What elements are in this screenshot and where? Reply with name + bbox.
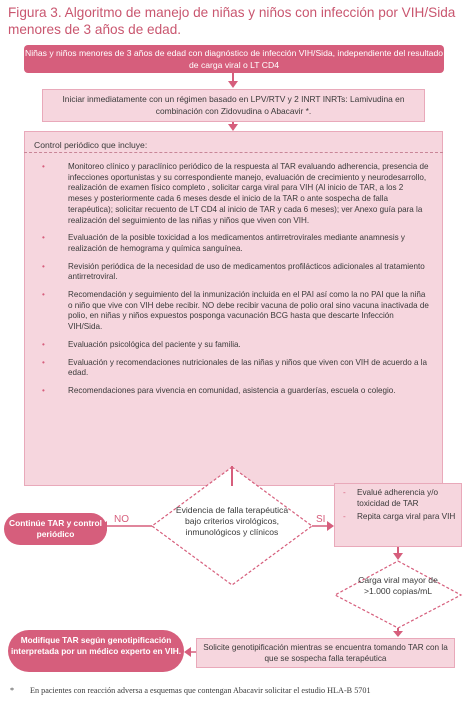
adherence-item: - Evalué adherencia y/o toxicidad de TAR — [343, 488, 439, 508]
bullet-icon: • — [42, 162, 45, 171]
bullet-icon: • — [42, 385, 45, 395]
arrow-head-right-down — [393, 553, 403, 560]
decision-failure-text: Evidencia de falla terapéutica bajo criterios virológicos, inmunológicos y clínicos — [175, 505, 289, 537]
footnote — [10, 685, 460, 696]
footnote-text: En pacientes con reacción adversa a esquemas que contengan Abacavir solicitar el estudio HLA-B 5701 — [30, 686, 371, 695]
label-no: NO — [114, 514, 129, 525]
label-si: SI — [316, 514, 326, 525]
initiate-treatment-box: Iniciar inmediatamente con un régimen basado en LPV/RTV y 2 INRT INRTs: Lamivudina en combinación con Zidovudina o Abacavir *. — [42, 89, 425, 122]
footnote-marker: * — [10, 686, 15, 695]
arrow-head-viral-down — [393, 631, 403, 637]
continue-tar-box: Continúe TAR y control periódico — [4, 513, 107, 545]
bullet-icon: • — [42, 339, 45, 349]
control-item: • Evaluación de la posible toxicidad a los medicamentos antirretrovirales mediante anamnesis y realización de hemograma y química sanguínea. — [42, 233, 405, 253]
adherence-item: - Repita carga viral para VIH — [343, 512, 456, 521]
dash-icon: - — [343, 488, 346, 497]
adherence-box — [334, 483, 462, 547]
control-item: • Recomendaciones para vivencia en comunidad, asistencia a guarderías, escuela o colegio. — [42, 385, 396, 395]
dash-icon: - — [343, 512, 346, 521]
modify-tar-box: Modifique TAR según genotipificación interpretada por un médico experto en VIH. — [8, 630, 184, 672]
control-item: • Revisión periódica de la necesidad de uso de medicamentos profilácticos adicionales al tratamiento antirretroviral. — [42, 261, 425, 282]
arrow-head-si — [327, 521, 334, 531]
figure-title: Figura 3. Algoritmo de manejo de niñas y niños con infección por VIH/Sida menores de 3 años de edad. — [8, 5, 456, 37]
arrow-head-geno-left — [184, 647, 191, 657]
start-box: Niñas y niños menores de 3 años de edad con diagnóstico de infección VIH/Sida, independiente del resultado de carga viral o LT CD4 — [24, 45, 444, 73]
bullet-icon: • — [42, 290, 45, 300]
bullet-icon: • — [42, 357, 45, 367]
genotyping-box: Solicite genotipificación mientras se encuentra tomando TAR con la que se sospecha falla terapéutica — [196, 638, 455, 668]
bullet-icon: • — [42, 233, 45, 243]
control-item: • Monitoreo clínico y paraclínico periódico de la respuesta al TAR evaluando adherencia, presencia de infecciones oportunistas y su correspondiente manejo, evaluación de crecimiento y neurodesarrollo, realización de examen físico completo , solicitar carga viral para VIH (Al inicio de TAR, a los 2 meses y posteriormente cada 6 meses desde el inicio de la TAR o ante sospecha de falla terapéutica); solicitar recuento de LT CD4 al inicio de TAR y cada 6 meses); ver Anexo guía para la realización del seguimiento de las niñas y niños que viven con VIH. — [42, 162, 429, 225]
control-item: • Evaluación psicológica del paciente y su familia. — [42, 339, 241, 349]
control-heading: Control periódico que incluye: — [34, 140, 148, 150]
decision-viral-load-text: Carga viral mayor de >1.000 copias/mL — [358, 575, 438, 596]
bullet-icon: • — [42, 261, 45, 271]
control-item: • Recomendación y seguimiento del la inmunización incluida en el PAI así como la no PAI que la niña o niño que vive con VIH debe recibir. NO debe recibir vacuna de polio oral sino vacuna inactivada de polio, en niñas y niños expuestos posponga vacunación BCG hasta que descarte Infección VIH/Sida. — [42, 290, 429, 332]
control-item: • Evaluación y recomendaciones nutricionales de las niñas y niños que viven con VIH de acuerdo a la edad. — [42, 357, 428, 378]
